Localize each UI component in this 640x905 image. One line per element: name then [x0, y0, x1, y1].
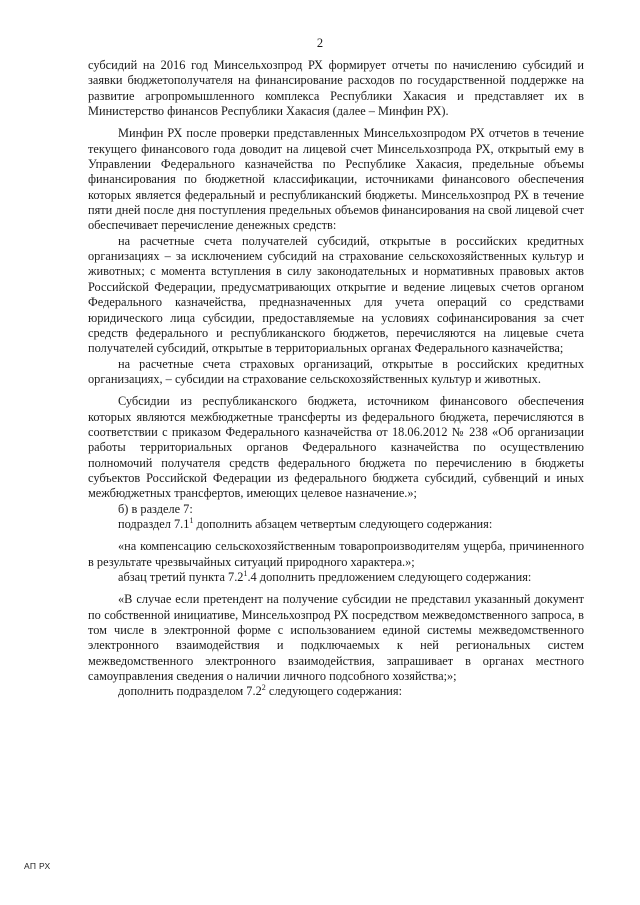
paragraph: дополнить подразделом $7.2^2$ следующего содержания:	[118, 683, 403, 699]
paragraph: Субсидии из республиканского бюджета, источником финансового обеспечения которых являются межбюджетные трансферты из федерального бюджета, перечисляются в соответствии с приказом Федерального казначейства от 18.06.2012 № 238 «Об организации работы территориальных органов Федерального казначейства по осуществлению полномочий получателя средств федерального бюджета по перечислению в бюджеты субъектов Российской Федерации из федерального бюджета субсидий, субвенций и иных межбюджетных трансфертов, имеющих целевое назначение.»;	[88, 394, 584, 501]
paragraph: б) в разделе 7:	[118, 501, 193, 516]
page-number: 2	[316, 36, 324, 50]
paragraph: «на компенсацию сельскохозяйственным товаропроизводителям ущерба, причиненного в результате чрезвычайных ситуаций природного характера.»;	[88, 539, 584, 569]
paragraph: на расчетные счета получателей субсидий, открытые в российских кредитных организациях – за исключением субсидий на страхование сельскохозяйственных культур и животных; с момента вступления в силу законодательных и нормативных правовых актов Российской Федерации, предусматривающих открытие и ведение лицевых счетов органом Федерального казначейства, предназначенных для учета операций со средствами юридического лица субсидии, предоставляемые на условиях софинансирования за счет средств федерального и республиканского бюджетов, перечисляются на лицевые счета получателей субсидий, открытые в территориальных органах Федерального казначейства;	[88, 233, 584, 356]
paragraph: «В случае если претендент на получение субсидии не представил указанный документ по собственной инициативе, Минсельхозпрод РХ посредством межведомственного запроса, в том числе в электронной форме с использованием единой системы межведомственного электронного взаимодействия и подключаемых к ней региональных систем межведомственного электронного взаимодействия, запрашивает в органах местного самоуправления сведения о наличии личного подсобного хозяйства;»;	[88, 592, 584, 684]
document-body	[88, 58, 584, 700]
paragraph: на расчетные счета страховых организаций, открытые в российских кредитных организациях, – субсидии на страхование сельскохозяйственных культур и животных.	[88, 356, 584, 386]
paragraph: Минфин РХ после проверки представленных Минсельхозпродом РХ отчетов в течение текущего финансового года доводит на лицевой счет Минсельхозпрода РХ, открытый ему в Управлении Федерального казначейства по Республике Хакасия, предельные объемы финансирования по бюджетной классификации, источниками финансового обеспечения которых является федеральный и республиканский бюджеты. Минсельхозпрод РХ в течение пяти дней после дня поступления предельных объемов финансирования на свой лицевой счет обеспечивает перечисление денежных средств:	[88, 126, 584, 233]
paragraph: субсидий на 2016 год Минсельхозпрод РХ формирует отчеты по начислению субсидий и заявки бюджетополучателя на финансирование расходов по государственной поддержке на развитие агропромышленного комплекса Республики Хакасия и представляет их в Министерство финансов Республики Хакасия (далее – Минфин РХ).	[88, 58, 584, 119]
paragraph: абзац третий пункта $7.2^1.4$ дополнить предложением следующего содержания:	[118, 569, 532, 584]
footer-code: АП РХ	[24, 861, 51, 871]
paragraph: подраздел $7.1^1$ дополнить абзацем четвертым следующего содержания:	[118, 515, 493, 531]
